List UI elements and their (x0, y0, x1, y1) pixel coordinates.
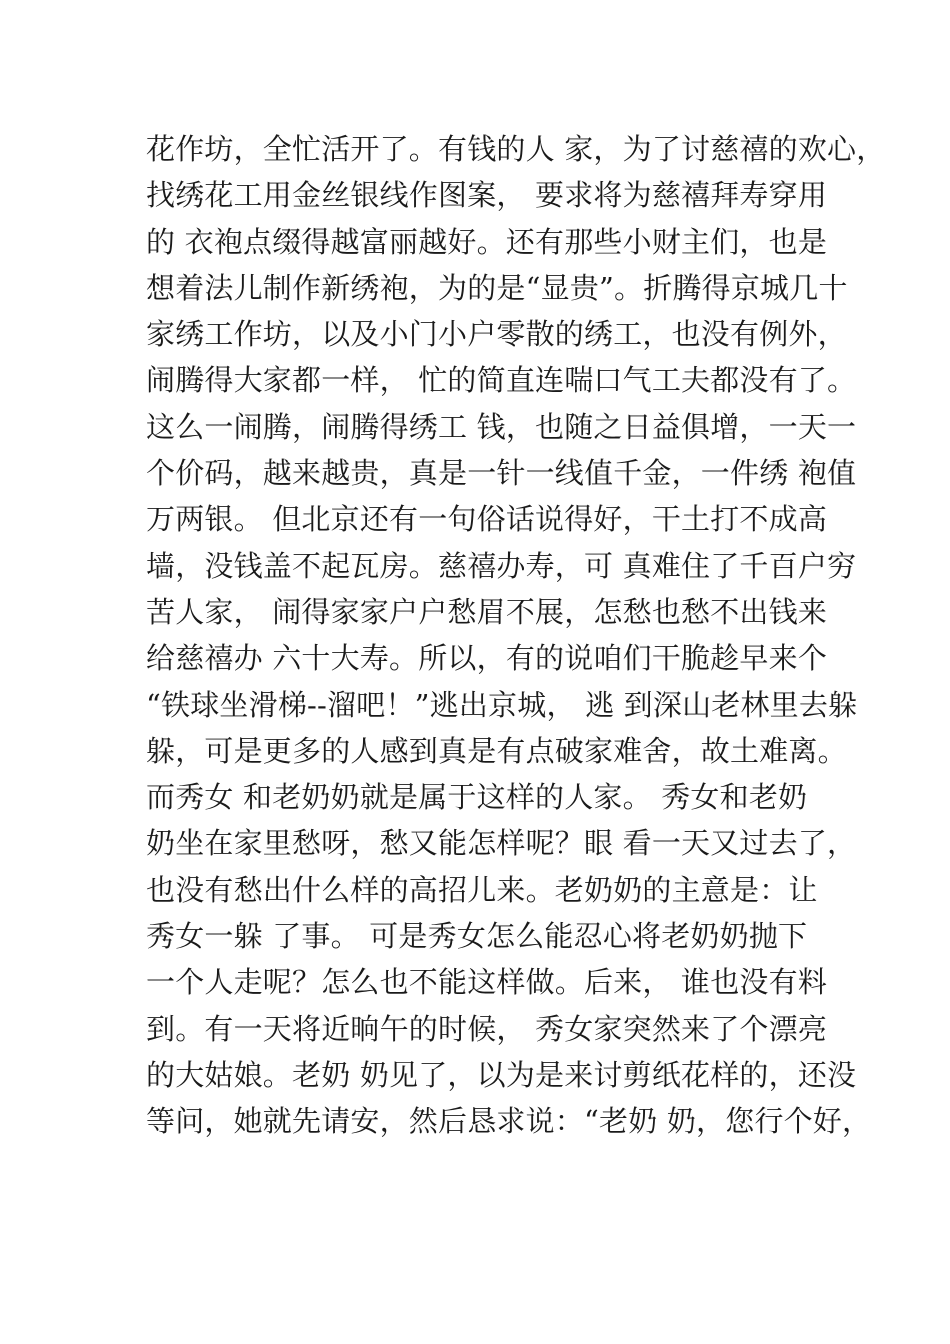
text-line-9: 万两银。 但北京还有一句俗话说得好，干土打不成高 (146, 502, 828, 537)
text-line-1: 花作坊，全忙活开了。有钱的人 家，为了讨慈禧的欢心， (146, 132, 886, 166)
text-line-14: 躲，可是更多的人感到真是有点破家难舍，故土难离。 (146, 733, 847, 768)
text-line-4: 想着法儿制作新绣袍，为的是“显贵”。折腾得京城几十 (146, 270, 848, 305)
text-line-16: 奶坐在家里愁呀，愁又能怎样呢？眼 看一天又过去了， (146, 826, 857, 861)
text-line-12: 给慈禧办 六十大寿。所以，有的说咱们干脆趁早来个 (146, 641, 828, 676)
text-line-3: 的 衣袍点缀得越富丽越好。还有那些小财主们，也是 (146, 224, 828, 259)
text-line-5: 家绣工作坊，以及小门小户零散的绣工，也没有例外， (146, 317, 847, 352)
text-line-20: 到。有一天将近晌午的时候， 秀女家突然来了个漂亮 (146, 1011, 828, 1046)
text-line-6: 闹腾得大家都一样， 忙的简直连喘口气工夫都没有了。 (146, 363, 857, 398)
text-line-2: 找绣花工用金丝银线作图案， 要求将为慈禧拜寿穿用 (146, 178, 828, 213)
text-line-7: 这么一闹腾，闹腾得绣工 钱，也随之日益俱增，一天一 (146, 409, 857, 444)
text-line-15: 而秀女 和老奶奶就是属于这样的人家。 秀女和老奶 (146, 780, 808, 815)
text-line-18: 秀女一躲 了事。 可是秀女怎么能忍心将老奶奶抛下 (146, 919, 808, 954)
text-line-8: 个价码，越来越贵，真是一针一线值千金，一件绣 袍值 (146, 456, 857, 491)
text-line-13: “铁球坐滑梯--溜吧！”逃出京城， 逃 到深山老林里去躲 (146, 687, 858, 722)
text-line-10: 墙，没钱盖不起瓦房。慈禧办寿，可 真难住了千百户穷 (146, 548, 857, 583)
body-text (146, 126, 886, 1145)
text-line-21: 的大姑娘。老奶 奶见了，以为是来讨剪纸花样的，还没 (146, 1057, 857, 1092)
text-line-17: 也没有愁出什么样的高招儿来。老奶奶的主意是：让 (146, 872, 818, 907)
text-line-19: 一个人走呢？怎么也不能这样做。后来， 谁也没有料 (146, 965, 828, 1000)
text-line-11: 苦人家， 闹得家家户户愁眉不展，怎愁也愁不出钱来 (146, 594, 828, 629)
text-line-22: 等问，她就先请安，然后恳求说：“老奶 奶，您行个好， (146, 1104, 872, 1139)
